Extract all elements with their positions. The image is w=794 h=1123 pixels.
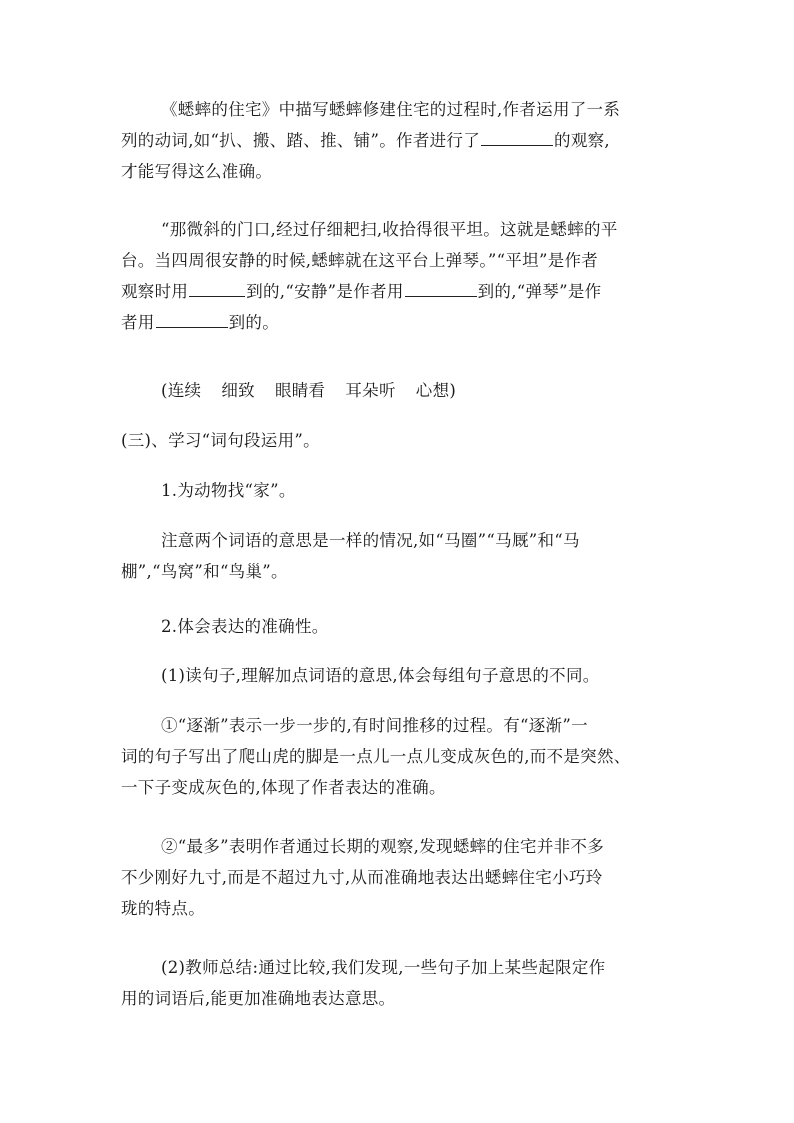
item-heading [121, 475, 681, 506]
text-segment: 列的动词,如“扒、搬、踏、推、铺”。作者进行了 [121, 131, 481, 150]
text-segment: 的观察, [554, 131, 610, 150]
paragraph-line [121, 276, 681, 307]
fill-blank [156, 311, 228, 329]
text-segment: 者用 [121, 313, 155, 332]
paragraph-homes [121, 525, 681, 587]
paragraph-line: 不少刚好九寸,而是不超过九寸,从而准确地表达出蟋蟀住宅小巧玲 [121, 868, 603, 887]
paragraph-line: 用的词语后,能更加准确地表达意思。 [121, 989, 396, 1008]
option-word: 眼睛看 [274, 381, 326, 400]
paragraph-line [121, 307, 681, 338]
heading-text: 2.体会表达的准确性。 [161, 617, 329, 636]
text-segment: 到的,“弹琴”是作 [477, 282, 602, 301]
option-word: (连续 [161, 381, 202, 400]
subitem-1 [121, 660, 681, 691]
option-word: 耳朵听 [345, 381, 396, 400]
word-options [121, 375, 681, 406]
paragraph-verbs [121, 94, 681, 187]
fill-blank [189, 280, 245, 298]
paragraph-line: (1)读句子,理解加点词语的意思,体会每组句子意思的不同。 [161, 666, 600, 685]
section-heading [121, 425, 681, 456]
paragraph-line: 《蟋蟀的住宅》中描写蟋蟀修建住宅的过程时,作者运用了一系 [161, 100, 621, 119]
option-word: 心想) [415, 381, 457, 400]
fill-blank [481, 129, 553, 147]
text-segment: 到的,“安静”是作者用 [246, 282, 404, 301]
subitem-2 [121, 952, 681, 1014]
heading-text: (三)、学习“词句段运用”。 [121, 431, 320, 450]
text-segment: 到的。 [228, 313, 280, 332]
paragraph-line: “那微斜的门口,经过仔细耙扫,收拾得很平坦。这就是蟋蟀的平 [161, 220, 618, 239]
option-word: 细致 [221, 381, 255, 400]
paragraph-line [121, 375, 661, 406]
paragraph-line: ①“逐渐”表示一步一步的,有时间推移的过程。有“逐渐”一 [161, 716, 588, 735]
paragraph-gradually [121, 710, 681, 803]
paragraph-line: 注意两个词语的意思是一样的情况,如“马圈”“马厩”和“马 [161, 531, 580, 550]
item-heading [121, 611, 681, 642]
paragraph-quote [121, 214, 681, 338]
paragraph-line: 珑的特点。 [121, 899, 205, 918]
paragraph-line [121, 125, 681, 156]
paragraph-line: 词的句子写出了爬山虎的脚是一点儿一点儿变成灰色的,而不是突然、 [121, 747, 631, 766]
paragraph-line: (2)教师总结:通过比较,我们发现,一些句子加上某些起限定作 [161, 958, 606, 977]
paragraph-line: 才能写得这么准确。 [121, 162, 273, 181]
text-segment: 观察时用 [121, 282, 189, 301]
fill-blank [405, 280, 477, 298]
paragraph-line: 一下子变成灰色的,体现了作者表达的准确。 [121, 778, 446, 797]
paragraph-line: ②“最多”表明作者通过长期的观察,发现蟋蟀的住宅并非不多 [161, 837, 605, 856]
paragraph-at-most [121, 831, 681, 924]
paragraph-line: 棚”,“鸟窝”和“鸟巢”。 [121, 562, 288, 581]
paragraph-line: 台。当四周很安静的时候,蟋蟀就在这平台上弹琴。”“平坦”是作者 [121, 251, 599, 270]
heading-text: 1.为动物找“家”。 [161, 481, 296, 500]
